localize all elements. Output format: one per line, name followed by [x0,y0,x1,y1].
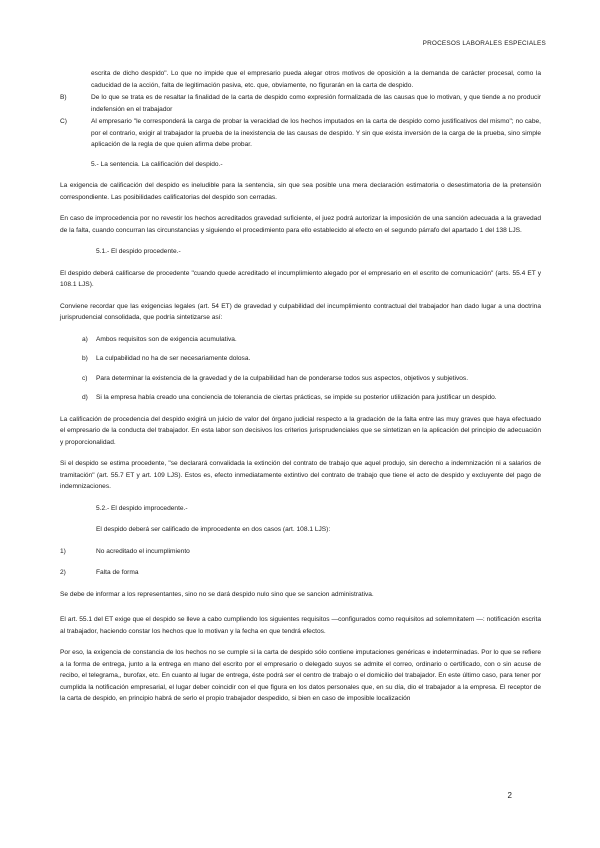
numbered-item-1 [60,546,541,558]
list-label: a) [82,335,88,343]
list-text: No acreditado el incumplimiento [96,547,190,555]
section-5-1-paragraph-4: Si el despido se estima procedente, "se declarará convalidada la extinción del contrato de trabajo que aquel produjo, sin derecho a indemnización ni a salarios de tramitación" (art. 55.7 ET y art. 109 LJS). Estos es, efecto inmediatamente extintivo del contrato de trabajo que tiene el acto de despido y excluyente del pago de indemnizaciones. [60,460,541,490]
section-5-1-heading: 5.1.- El despido procedente.- [96,248,181,255]
document-body [60,68,541,705]
section-5-2-paragraph-2: El art. 55.1 del ET exige que el despido se lleve a cabo cumpliendo los siguientes requisitos —configurados como requisitos ad solemnitatem —: notificación escrita al trabajador, haciendo constar los hechos que lo motivan y la fecha en que tendrá efectos. [60,616,541,635]
list-label: b) [82,355,88,362]
list-label: C) [60,118,67,125]
numbered-item-2 [60,567,541,579]
page-number: 2 [507,791,512,800]
section-5-paragraph-2: En caso de improcedencia por no revestir los hechos acreditados gravedad suficiente, el juez podrá autorizar la imposición de una sanción adecuada a la gravedad de la falta, cuando concurran las circunstancias y siguiendo el procedimiento para ello establecido al efecto en el segundo párrafo del apartado 1 del 138 LJS. [60,215,541,234]
list-item-b2 [60,353,541,365]
list-label: d) [82,394,88,401]
section-5-1-paragraph-3: La calificación de procedencia del despido exigirá un juicio de valor del órgano judicial respecto a la gradación de la falta entre las muy graves que haya efectuado el empresario de la conducta del trabajador. En esta labor son decisivos los criterios jurisprudenciales que se sintetizan en la aplicación del principio de adecuación y proporcionalidad. [60,415,541,446]
section-5-1-paragraph-1: El despido deberá calificarse de procedente "cuando quede acreditado el incumplimiento alegado por el empresario en el escrito de comunicación" (arts. 55.4 ET y 108.1 LJS). [60,269,541,288]
list-text: Al empresario "le corresponderá la carga de probar la veracidad de los hechos imputados en la carta de despido como justificativos del mismo"; no cabe, por el contrario, exigir al trabajador la prueba de la inexistencia de las causas de despido. Y sin que exista inversión de la carga de la prueba, sino simple aplicación de la regla de que quien afirma debe probar. [91,118,541,148]
list-text: Para determinar la existencia de la gravedad y de la culpabilidad han de ponderarse todos sus aspectos, objetivos y subjetivos. [96,374,469,382]
list-item-c2 [60,373,541,385]
list-label: 2) [60,569,66,576]
list-text: Falta de forma [96,569,139,576]
section-5-2-heading: 5.2.- El despido improcedente.- [96,504,188,512]
intro-paragraph: escrita de dicho despido". Lo que no impide que el empresario pueda alegar otros motivos de oposición a la demanda de carácter procesal, como la caducidad de la acción, falta de legitimación pasiva, etc. que, obviamente, no figurarán en la carta de despido. [91,70,541,89]
list-item-c [60,116,541,151]
list-text: Si la empresa había creado una conciencia de tolerancia de ciertas prácticas, se impide su posterior utilización para justificar un despido. [96,394,497,401]
list-text: De lo que se trata es de resaltar la finalidad de la carta de despido como expresión formalizada de las causas que lo motivan, y que tiende a no producir indefensión en el trabajador [91,94,541,113]
list-text: Ambos requisitos son de exigencia acumulativa. [96,335,237,343]
section-5-1-paragraph-2: Conviene recordar que las exigencias legales (art. 54 ET) de gravedad y culpabilidad del incumplimiento contractual del trabajador han dado lugar a una doctrina jurisprudencial consolidada, que podría sintetizarse así: [60,302,541,321]
section-5-paragraph-1: La exigencia de calificación del despido es ineludible para la sentencia, sin que sea posible una mera declaración estimatoria o desestimatoria de la pretensión correspondiente. Las posibilidades calificatorias del despido son cerradas. [60,182,541,201]
section-5-2-intro: El despido deberá ser calificado de improcedente en dos casos (art. 108.1 LJS): [96,526,331,533]
list-item-b [60,92,541,115]
section-5-2-paragraph-3: Por eso, la exigencia de constancia de los hechos no se cumple si la carta de despido sólo contiene imputaciones genéricas e indeterminadas. Por lo que se refiere a la forma de entrega, junto a la entrega en mano del escrito por el empresario o delegado suyos se admite el correo, ordinario o certificado, con o sin acuse de recibo, el telegrama,, burofax, etc. En cuanto al lugar de entrega, éste podrá ser el centro de trabajo o el domicilio del trabajador. En este último caso, para tener por cumplida la notificación empresarial, el lugar deber coincidir con el que figura en los datos personales que, en su día, dio el trabajador a la empresa. El receptor de la carta de despido, en principio habrá de serlo el propio trabajador despedido, si bien en caso de imposible localización [60,649,541,702]
section-5-2-paragraph-1: Se debe de informar a los representantes, sino no se dará despido nulo sino que se sancion administrativa. [60,590,374,598]
list-label: B) [60,94,67,101]
list-text: La culpabilidad no ha de ser necesariamente dolosa. [96,355,251,362]
list-label: 1) [60,547,66,555]
section-5-heading: 5.- La sentencia. La calificación del despido.- [91,160,223,168]
list-label: c) [82,374,88,382]
running-header: PROCESOS LABORALES ESPECIALES [422,40,546,47]
list-item-a [60,334,541,346]
list-item-d [60,392,541,404]
